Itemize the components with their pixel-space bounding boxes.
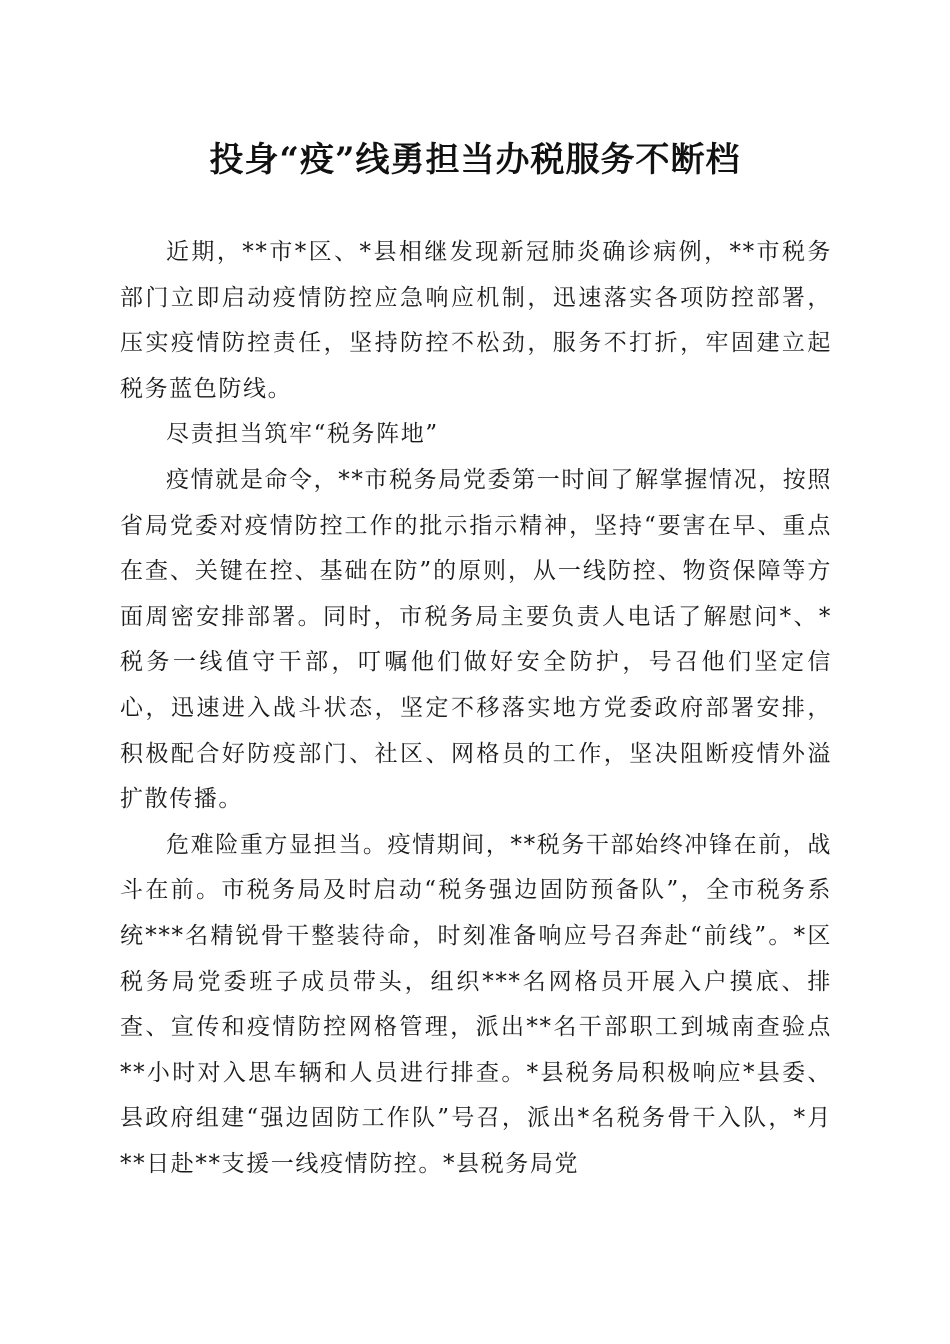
document-title: 投身“疫”线勇担当办税服务不断档 [209, 140, 741, 180]
paragraph-intro: 近期，**市*区、*县相继发现新冠肺炎确诊病例，**市税务部门立即启动疫情防控应急响应机制，迅速落实各项防控部署，压实疫情防控责任，坚持防控不松劲，服务不打折，牢固建立起税务蓝色防线。 [120, 239, 832, 402]
paragraph-command: 疫情就是命令，**市税务局党委第一时间了解掌握情况，按照省局党委对疫情防控工作的批示指示精神，坚持“要害在早、重点在查、关键在控、基础在防”的原则，从一线防控、物资保障等方面周密安排部署。同时，市税务局主要负责人电话了解慰问*、*税务一线值守干部，叮嘱他们做好安全防护，号召他们坚定信心，迅速进入战斗状态，坚定不移落实地方党委政府部署安排，积极配合好防疫部门、社区、网格员的工作，坚决阻断疫情外溢扩散传播。 [120, 466, 832, 813]
paragraph-frontline: 危难险重方显担当。疫情期间，**税务干部始终冲锋在前，战斗在前。市税务局及时启动“税务强边固防预备队”，全市税务系统***名精锐骨干整装待命，时刻准备响应号召奔赴“前线”。*区税务局党委班子成员带头，组织***名网格员开展入户摸底、排查、宣传和疫情防控网格管理，派出**名干部职工到城南查验点**小时对入思车辆和人员进行排查。*县税务局积极响应*县委、县政府组建“强边固防工作队”号召，派出*名税务骨干入队，*月**日赴**支援一线疫情防控。*县税务局党 [120, 831, 832, 1177]
section-heading: 尽责担当筑牢“税务阵地” [166, 421, 439, 448]
document-body [120, 230, 832, 1187]
